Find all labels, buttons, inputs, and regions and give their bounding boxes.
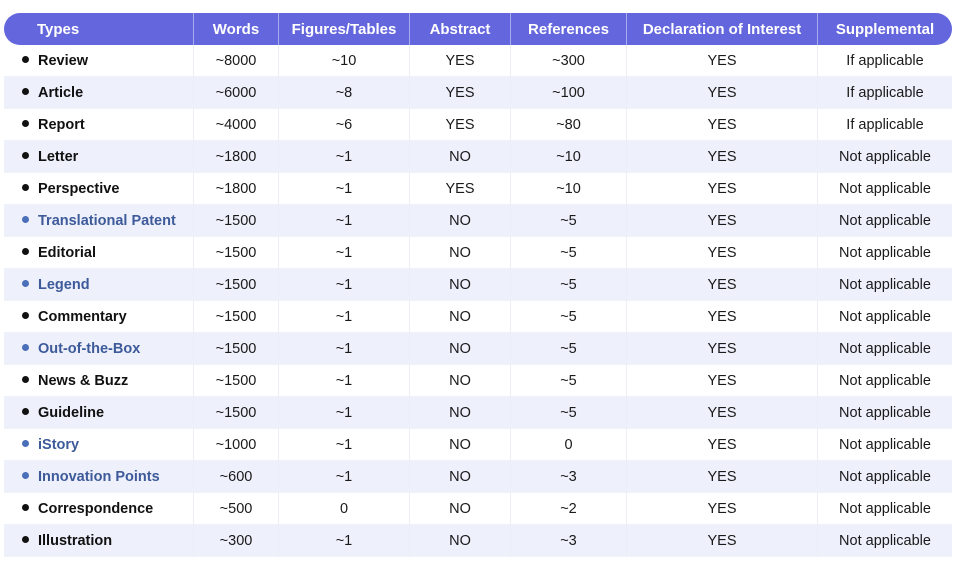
type-cell: [4, 45, 194, 77]
abstract-cell: NO: [410, 333, 511, 365]
words-cell: ~1800: [194, 173, 279, 205]
supplemental-cell: Not applicable: [818, 365, 952, 397]
words-cell: ~600: [194, 461, 279, 493]
type-cell: [4, 301, 194, 333]
abstract-cell: NO: [410, 205, 511, 237]
words-cell: ~6000: [194, 77, 279, 109]
type-label: Correspondence: [38, 500, 154, 517]
references-cell: ~5: [511, 365, 627, 397]
references-cell: ~5: [511, 397, 627, 429]
figures-tables-cell: ~6: [279, 109, 410, 141]
header-abstract: Abstract: [410, 13, 511, 45]
header-types: Types: [4, 13, 194, 45]
type-label: Letter: [38, 148, 79, 165]
declaration-of-interest-cell: YES: [627, 269, 818, 301]
figures-tables-cell: ~8: [279, 77, 410, 109]
references-cell: ~5: [511, 333, 627, 365]
table-row: [4, 493, 952, 525]
abstract-cell: NO: [410, 525, 511, 557]
supplemental-cell: Not applicable: [818, 461, 952, 493]
figures-tables-cell: 0: [279, 493, 410, 525]
type-cell: [4, 461, 194, 493]
references-cell: ~10: [511, 141, 627, 173]
declaration-of-interest-cell: YES: [627, 141, 818, 173]
abstract-cell: NO: [410, 301, 511, 333]
references-cell: ~3: [511, 461, 627, 493]
bullet-icon: [22, 504, 29, 511]
words-cell: ~4000: [194, 109, 279, 141]
bullet-icon: [22, 344, 29, 351]
type-label: Innovation Points: [38, 468, 160, 485]
supplemental-cell: Not applicable: [818, 493, 952, 525]
figures-tables-cell: ~10: [279, 45, 410, 77]
declaration-of-interest-cell: YES: [627, 365, 818, 397]
bullet-icon: [22, 56, 29, 63]
supplemental-cell: If applicable: [818, 45, 952, 77]
bullet-icon: [22, 216, 29, 223]
supplemental-cell: Not applicable: [818, 429, 952, 461]
declaration-of-interest-cell: YES: [627, 301, 818, 333]
references-cell: 0: [511, 429, 627, 461]
table-row: [4, 109, 952, 141]
type-cell: [4, 141, 194, 173]
type-cell: [4, 205, 194, 237]
figures-tables-cell: ~1: [279, 429, 410, 461]
references-cell: ~3: [511, 525, 627, 557]
type-label: iStory: [38, 436, 80, 453]
header-supplemental: Supplemental: [818, 13, 952, 45]
abstract-cell: YES: [410, 109, 511, 141]
figures-tables-cell: ~1: [279, 301, 410, 333]
abstract-cell: YES: [410, 45, 511, 77]
type-cell: [4, 109, 194, 141]
words-cell: ~1500: [194, 205, 279, 237]
words-cell: ~1800: [194, 141, 279, 173]
type-cell: [4, 365, 194, 397]
figures-tables-cell: ~1: [279, 205, 410, 237]
type-label: Illustration: [38, 532, 113, 549]
type-cell: [4, 429, 194, 461]
declaration-of-interest-cell: YES: [627, 493, 818, 525]
abstract-cell: NO: [410, 237, 511, 269]
figures-tables-cell: ~1: [279, 141, 410, 173]
figures-tables-cell: ~1: [279, 237, 410, 269]
bullet-icon: [22, 536, 29, 543]
supplemental-cell: Not applicable: [818, 269, 952, 301]
table-header: [4, 13, 952, 45]
figures-tables-cell: ~1: [279, 365, 410, 397]
table-row: [4, 77, 952, 109]
header-references: References: [511, 13, 627, 45]
type-cell: [4, 397, 194, 429]
type-label: Article: [38, 84, 84, 101]
figures-tables-cell: ~1: [279, 333, 410, 365]
abstract-cell: NO: [410, 269, 511, 301]
article-types-table: [4, 13, 952, 557]
table-row: [4, 429, 952, 461]
words-cell: ~8000: [194, 45, 279, 77]
references-cell: ~5: [511, 237, 627, 269]
supplemental-cell: Not applicable: [818, 173, 952, 205]
type-cell: [4, 493, 194, 525]
type-label: Legend: [38, 276, 90, 293]
figures-tables-cell: ~1: [279, 461, 410, 493]
words-cell: ~1500: [194, 269, 279, 301]
bullet-icon: [22, 184, 29, 191]
type-label: Review: [38, 52, 88, 69]
references-cell: ~5: [511, 301, 627, 333]
bullet-icon: [22, 376, 29, 383]
abstract-cell: NO: [410, 461, 511, 493]
bullet-icon: [22, 120, 29, 127]
supplemental-cell: Not applicable: [818, 301, 952, 333]
declaration-of-interest-cell: YES: [627, 77, 818, 109]
figures-tables-cell: ~1: [279, 397, 410, 429]
table-row: [4, 333, 952, 365]
declaration-of-interest-cell: YES: [627, 173, 818, 205]
declaration-of-interest-cell: YES: [627, 525, 818, 557]
words-cell: ~500: [194, 493, 279, 525]
bullet-icon: [22, 88, 29, 95]
type-cell: [4, 525, 194, 557]
abstract-cell: NO: [410, 493, 511, 525]
words-cell: ~1500: [194, 333, 279, 365]
type-label: Report: [38, 116, 85, 133]
table-row: [4, 397, 952, 429]
supplemental-cell: If applicable: [818, 109, 952, 141]
references-cell: ~100: [511, 77, 627, 109]
declaration-of-interest-cell: YES: [627, 109, 818, 141]
bullet-icon: [22, 312, 29, 319]
type-cell: [4, 269, 194, 301]
table-row: [4, 205, 952, 237]
figures-tables-cell: ~1: [279, 269, 410, 301]
supplemental-cell: Not applicable: [818, 205, 952, 237]
words-cell: ~300: [194, 525, 279, 557]
supplemental-cell: Not applicable: [818, 397, 952, 429]
supplemental-cell: Not applicable: [818, 237, 952, 269]
declaration-of-interest-cell: YES: [627, 205, 818, 237]
words-cell: ~1000: [194, 429, 279, 461]
table-row: [4, 237, 952, 269]
table-row: [4, 461, 952, 493]
bullet-icon: [22, 440, 29, 447]
abstract-cell: NO: [410, 365, 511, 397]
bullet-icon: [22, 248, 29, 255]
declaration-of-interest-cell: YES: [627, 45, 818, 77]
type-cell: [4, 237, 194, 269]
words-cell: ~1500: [194, 301, 279, 333]
references-cell: ~300: [511, 45, 627, 77]
supplemental-cell: Not applicable: [818, 333, 952, 365]
abstract-cell: NO: [410, 397, 511, 429]
words-cell: ~1500: [194, 397, 279, 429]
type-cell: [4, 77, 194, 109]
declaration-of-interest-cell: YES: [627, 237, 818, 269]
type-label: Guideline: [38, 404, 105, 421]
table-body: [4, 45, 952, 557]
type-cell: [4, 333, 194, 365]
references-cell: ~2: [511, 493, 627, 525]
type-label: Perspective: [38, 180, 120, 197]
type-label: Translational Patent: [38, 212, 176, 229]
declaration-of-interest-cell: YES: [627, 333, 818, 365]
table-row: [4, 45, 952, 77]
supplemental-cell: Not applicable: [818, 141, 952, 173]
header-words: Words: [194, 13, 279, 45]
supplemental-cell: If applicable: [818, 77, 952, 109]
figures-tables-cell: ~1: [279, 173, 410, 205]
table-row: [4, 301, 952, 333]
declaration-of-interest-cell: YES: [627, 397, 818, 429]
bullet-icon: [22, 408, 29, 415]
references-cell: ~5: [511, 269, 627, 301]
header-figures-tables: Figures/Tables: [279, 13, 410, 45]
bullet-icon: [22, 152, 29, 159]
header-row: [4, 13, 952, 45]
abstract-cell: NO: [410, 429, 511, 461]
supplemental-cell: Not applicable: [818, 525, 952, 557]
words-cell: ~1500: [194, 237, 279, 269]
bullet-icon: [22, 280, 29, 287]
type-label: News & Buzz: [38, 372, 129, 389]
figures-tables-cell: ~1: [279, 525, 410, 557]
abstract-cell: NO: [410, 141, 511, 173]
table-row: [4, 173, 952, 205]
type-label: Editorial: [38, 244, 97, 261]
table-row: [4, 365, 952, 397]
references-cell: ~10: [511, 173, 627, 205]
header-declaration-of-interest: Declaration of Interest: [627, 13, 818, 45]
words-cell: ~1500: [194, 365, 279, 397]
references-cell: ~5: [511, 205, 627, 237]
bullet-icon: [22, 472, 29, 479]
table-row: [4, 525, 952, 557]
type-label: Out-of-the-Box: [38, 340, 141, 357]
declaration-of-interest-cell: YES: [627, 461, 818, 493]
table-row: [4, 141, 952, 173]
abstract-cell: YES: [410, 173, 511, 205]
abstract-cell: YES: [410, 77, 511, 109]
table-row: [4, 269, 952, 301]
type-label: Commentary: [38, 308, 127, 325]
declaration-of-interest-cell: YES: [627, 429, 818, 461]
references-cell: ~80: [511, 109, 627, 141]
type-cell: [4, 173, 194, 205]
